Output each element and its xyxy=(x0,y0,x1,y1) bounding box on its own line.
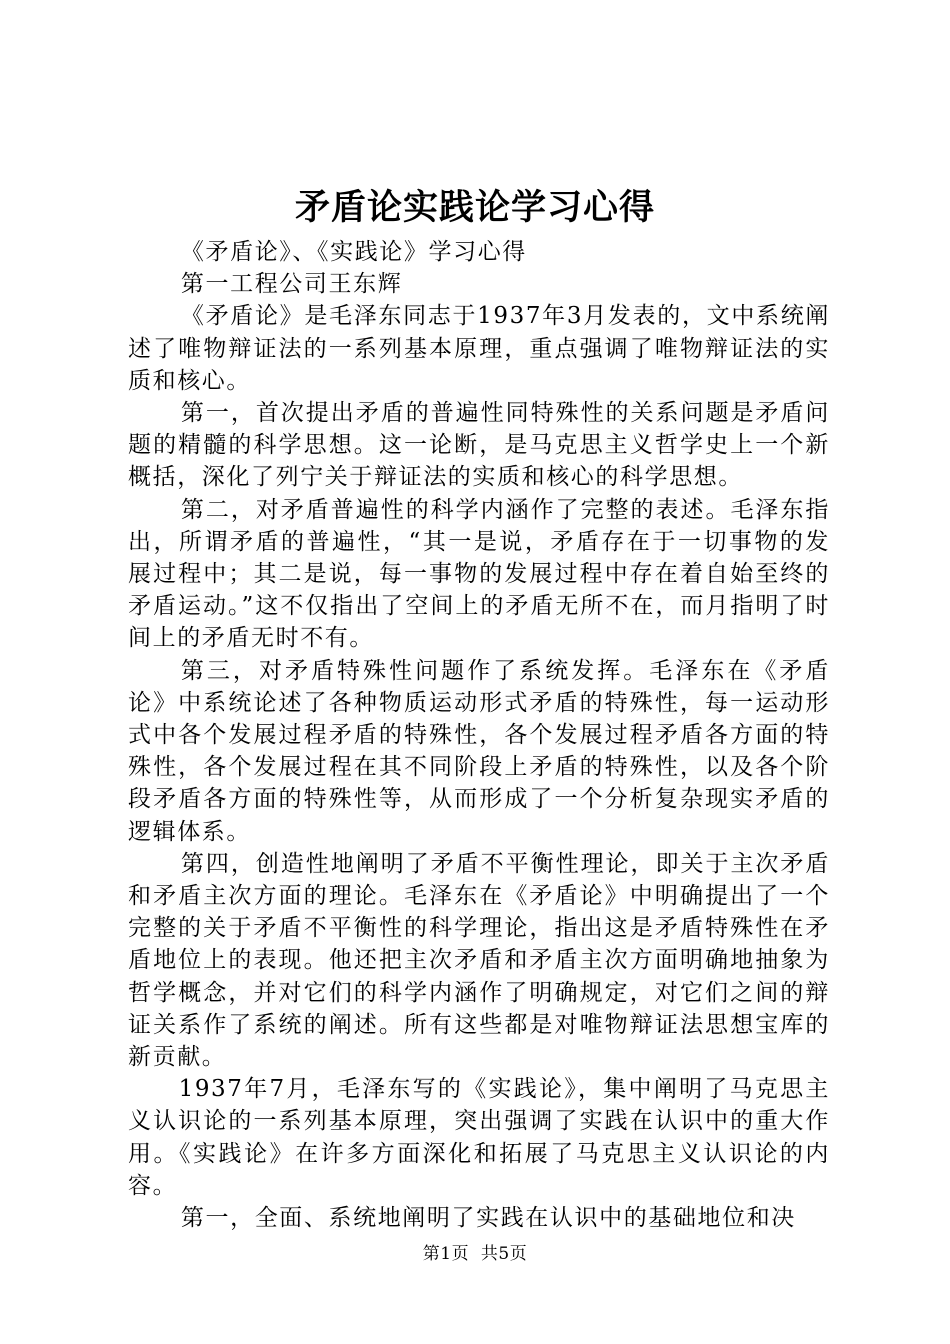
body-paragraph: 第一，首次提出矛盾的普遍性同特殊性的关系问题是矛盾问题的精髓的科学思想。这一论断，是马克思主义哲学史上一个新概括，深化了列宁关于辩证法的实质和核心的科学思想。 xyxy=(128,400,830,491)
document-body xyxy=(128,236,830,1234)
body-paragraph: 第三，对矛盾特殊性问题作了系统发挥。毛泽东在《矛盾论》中系统论述了各种物质运动形式矛盾的特殊性，每一运动形式中各个发展过程矛盾的特殊性，各个发展过程矛盾各方面的特殊性，各个发展过程在其不同阶段上矛盾的特殊性，以及各个阶段矛盾各方面的特殊性等，从而形成了一个分析复杂现实矛盾的逻辑体系。 xyxy=(128,657,830,845)
page-footer xyxy=(0,1242,950,1266)
subtitle-paragraph: 《矛盾论》、《实践论》学习心得 xyxy=(180,239,527,265)
author-paragraph: 第一工程公司王东辉 xyxy=(180,271,403,298)
body-paragraph: 第二，对矛盾普遍性的科学内涵作了完整的表述。毛泽东指出，所谓矛盾的普遍性，“其一是说，矛盾存在于一切事物的发展过程中；其二是说，每一事物的发展过程中存在着自始至终的矛盾运动。”这不仅指出了空间上的矛盾无所不在，而月指明了时间上的矛盾无时不有。 xyxy=(128,496,830,652)
body-paragraph: 《矛盾论》是毛泽东同志于1937年3月发表的，文中系统阐述了唯物辩证法的一系列基本原理，重点强调了唯物辩证法的实质和核心。 xyxy=(128,303,830,394)
document-title: 矛盾论实践论学习心得 xyxy=(294,187,655,228)
body-paragraph: 第四，创造性地阐明了矛盾不平衡性理论，即关于主次矛盾和矛盾主次方面的理论。毛泽东在《矛盾论》中明确提出了一个完整的关于矛盾不平衡性的科学理论，指出这是矛盾特殊性在矛盾地位上的表现。他还把主次矛盾和矛盾主次方面明确地抽象为哲学概念，并对它们的科学内涵作了明确规定，对它们之间的辩证关系作了系统的阐述。所有这些都是对唯物辩证法思想宝库的新贡献。 xyxy=(128,850,830,1071)
page-number: 第1页 共5页 xyxy=(422,1244,528,1264)
body-paragraph: 1937年7月，毛泽东写的《实践论》，集中阐明了马克思主义认识论的一系列基本原理，突出强调了实践在认识中的重大作用。《实践论》在许多方面深化和拓展了马克思主义认识论的内容。 xyxy=(128,1076,830,1199)
body-paragraph: 第一，全面、系统地阐明了实践在认识中的基础地位和决 xyxy=(180,1205,796,1232)
